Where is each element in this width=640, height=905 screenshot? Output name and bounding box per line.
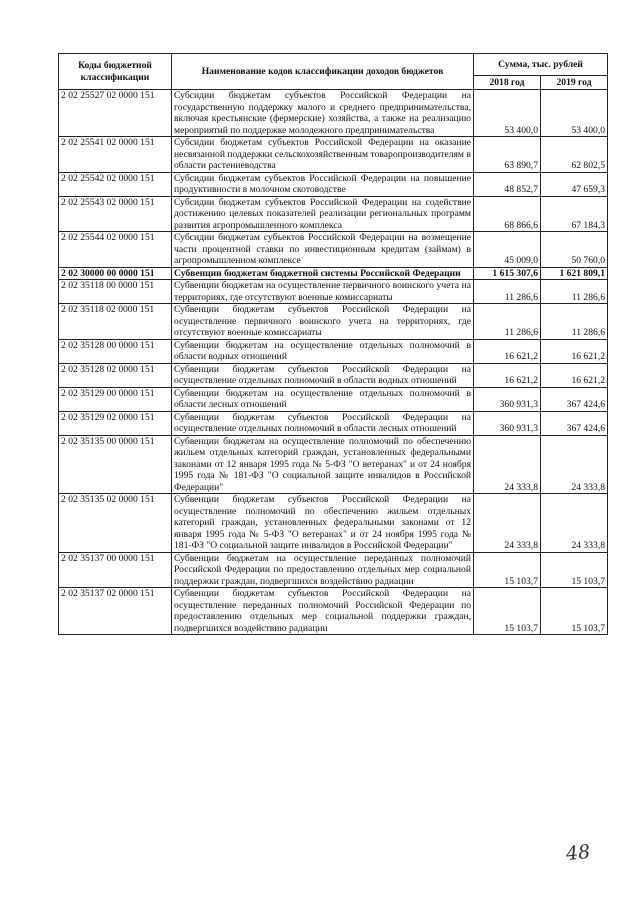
row-name: Субвенции бюджетам субъектов Российской Федерации на осуществление отдельных полномочий в области водных отношений bbox=[172, 363, 474, 387]
table-row bbox=[59, 435, 608, 494]
table-row bbox=[59, 137, 608, 173]
row-value-2019: 62 802,5 bbox=[541, 137, 608, 173]
row-value-2019: 16 621,2 bbox=[541, 363, 608, 387]
row-name: Субсидии бюджетам субъектов Российской Федерации на повышение продуктивности в молочном скотоводстве bbox=[172, 172, 474, 196]
table-row bbox=[59, 90, 608, 137]
row-code: 2 02 25544 02 0000 151 bbox=[59, 232, 172, 268]
table-row bbox=[59, 280, 608, 304]
row-code: 2 02 35118 02 0000 151 bbox=[59, 304, 172, 340]
row-value-2018: 16 621,2 bbox=[474, 363, 541, 387]
row-value-2019: 15 103,7 bbox=[541, 552, 608, 588]
row-value-2018: 53 400,0 bbox=[474, 90, 541, 137]
row-code: 2 02 35129 00 0000 151 bbox=[59, 387, 172, 411]
row-value-2019: 53 400,0 bbox=[541, 90, 608, 137]
row-code: 2 02 35135 02 0000 151 bbox=[59, 494, 172, 553]
row-value-2018: 24 333,8 bbox=[474, 435, 541, 494]
row-code: 2 02 25543 02 0000 151 bbox=[59, 196, 172, 232]
row-value-2018: 360 931,3 bbox=[474, 411, 541, 435]
row-value-2018: 63 890,7 bbox=[474, 137, 541, 173]
row-value-2019: 16 621,2 bbox=[541, 339, 608, 363]
row-code: 2 02 35137 00 0000 151 bbox=[59, 552, 172, 588]
row-code: 2 02 35118 00 0000 151 bbox=[59, 280, 172, 304]
table-row bbox=[59, 494, 608, 553]
row-value-2018: 360 931,3 bbox=[474, 387, 541, 411]
row-name: Субвенции бюджетам бюджетной системы Российской Федерации bbox=[172, 267, 474, 280]
table-row bbox=[59, 552, 608, 588]
table-row bbox=[59, 267, 608, 280]
table-row bbox=[59, 339, 608, 363]
row-value-2019: 24 333,8 bbox=[541, 435, 608, 494]
header-name: Наименование кодов классификации доходов бюджетов bbox=[172, 54, 474, 90]
table-row bbox=[59, 304, 608, 340]
row-code: 2 02 35129 02 0000 151 bbox=[59, 411, 172, 435]
row-value-2019: 24 333,8 bbox=[541, 494, 608, 553]
table-row bbox=[59, 411, 608, 435]
row-name: Субсидии бюджетам субъектов Российской Федерации на возмещение части процентной ставки по инвестиционным кредитам (займам) в агропромышленном комплексе bbox=[172, 232, 474, 268]
row-value-2018: 11 286,6 bbox=[474, 280, 541, 304]
row-code: 2 02 25527 02 0000 151 bbox=[59, 90, 172, 137]
row-name: Субвенции бюджетам субъектов Российской Федерации на осуществление первичного воинского учета на территориях, где отсутствуют военные комиссариаты bbox=[172, 304, 474, 340]
row-value-2019: 1 621 809,1 bbox=[541, 267, 608, 280]
table-body bbox=[59, 90, 608, 635]
row-value-2018: 15 103,7 bbox=[474, 588, 541, 635]
row-value-2019: 367 424,6 bbox=[541, 387, 608, 411]
row-value-2019: 47 659,3 bbox=[541, 172, 608, 196]
row-value-2019: 11 286,6 bbox=[541, 304, 608, 340]
table-row bbox=[59, 588, 608, 635]
row-code: 2 02 35137 02 0000 151 bbox=[59, 588, 172, 635]
row-code: 2 02 25541 02 0000 151 bbox=[59, 137, 172, 173]
row-code: 2 02 35128 00 0000 151 bbox=[59, 339, 172, 363]
table-row bbox=[59, 387, 608, 411]
row-code: 2 02 25542 02 0000 151 bbox=[59, 172, 172, 196]
row-value-2018: 48 852,7 bbox=[474, 172, 541, 196]
table-row bbox=[59, 363, 608, 387]
row-value-2019: 67 184,3 bbox=[541, 196, 608, 232]
row-value-2018: 68 866,6 bbox=[474, 196, 541, 232]
header-codes: Коды бюджетной классификации bbox=[59, 54, 172, 90]
table-row bbox=[59, 196, 608, 232]
row-name: Субвенции бюджетам субъектов Российской Федерации на осуществление полномочий по обеспечению жильем отдельных категорий граждан, установленных федеральными законами от 12 января 1995 года № 5-ФЗ "О ветеранах" и от 24 ноября 1995 года № 181-ФЗ "О социальной защите инвалидов в Российской Федерации" bbox=[172, 494, 474, 553]
header-year-2019: 2019 год bbox=[541, 76, 608, 90]
row-name: Субсидии бюджетам субъектов Российской Федерации на оказание несвязанной поддержки сельскохозяйственным товаропроизводителям в области растениеводства bbox=[172, 137, 474, 173]
row-value-2019: 50 760,0 bbox=[541, 232, 608, 268]
row-value-2018: 45 009,0 bbox=[474, 232, 541, 268]
row-value-2019: 11 286,6 bbox=[541, 280, 608, 304]
table-row bbox=[59, 232, 608, 268]
row-name: Субвенции бюджетам на осуществление переданных полномочий Российской Федерации по предоставлению отдельных мер социальной поддержки граждан, подвергшихся воздействию радиации bbox=[172, 552, 474, 588]
row-name: Субсидии бюджетам субъектов Российской Федерации на содействие достижению целевых показателей реализации региональных программ развития агропромышленного комплекса bbox=[172, 196, 474, 232]
row-code: 2 02 35128 02 0000 151 bbox=[59, 363, 172, 387]
row-name: Субвенции бюджетам субъектов Российской Федерации на осуществление переданных полномочий Российской Федерации по предоставлению отдельных мер социальной поддержки граждан, подвергшихся воздействию радиации bbox=[172, 588, 474, 635]
row-value-2018: 1 615 307,6 bbox=[474, 267, 541, 280]
row-name: Субвенции бюджетам на осуществление полномочий по обеспечению жильем отдельных категорий граждан, установленных федеральными законами от 12 января 1995 года № 5-ФЗ "О ветеранах" и от 24 ноября 1995 года № 181-ФЗ "О социальной защите инвалидов в Российской Федерации" bbox=[172, 435, 474, 494]
table-row bbox=[59, 172, 608, 196]
page-number: 48 bbox=[564, 840, 592, 866]
header-sum: Сумма, тыс. рублей bbox=[474, 54, 608, 76]
row-value-2019: 15 103,7 bbox=[541, 588, 608, 635]
row-name: Субсидии бюджетам субъектов Российской Федерации на государственную поддержку малого и среднего предпринимательства, включая крестьянские (фермерские) хозяйства, а также на реализацию мероприятий по поддержке молодежного предпринимательства bbox=[172, 90, 474, 137]
row-name: Субвенции бюджетам субъектов Российской Федерации на осуществление отдельных полномочий в области лесных отношений bbox=[172, 411, 474, 435]
row-name: Субвенции бюджетам на осуществление первичного воинского учета на территориях, где отсутствуют военные комиссариаты bbox=[172, 280, 474, 304]
row-value-2018: 11 286,6 bbox=[474, 304, 541, 340]
row-value-2018: 24 333,8 bbox=[474, 494, 541, 553]
budget-table bbox=[58, 53, 608, 635]
row-name: Субвенции бюджетам на осуществление отдельных полномочий в области водных отношений bbox=[172, 339, 474, 363]
header-year-2018: 2018 год bbox=[474, 76, 541, 90]
row-name: Субвенции бюджетам на осуществление отдельных полномочий в области лесных отношений bbox=[172, 387, 474, 411]
row-value-2018: 15 103,7 bbox=[474, 552, 541, 588]
row-value-2018: 16 621,2 bbox=[474, 339, 541, 363]
row-value-2019: 367 424,6 bbox=[541, 411, 608, 435]
row-code: 2 02 30000 00 0000 151 bbox=[59, 267, 172, 280]
row-code: 2 02 35135 00 0000 151 bbox=[59, 435, 172, 494]
